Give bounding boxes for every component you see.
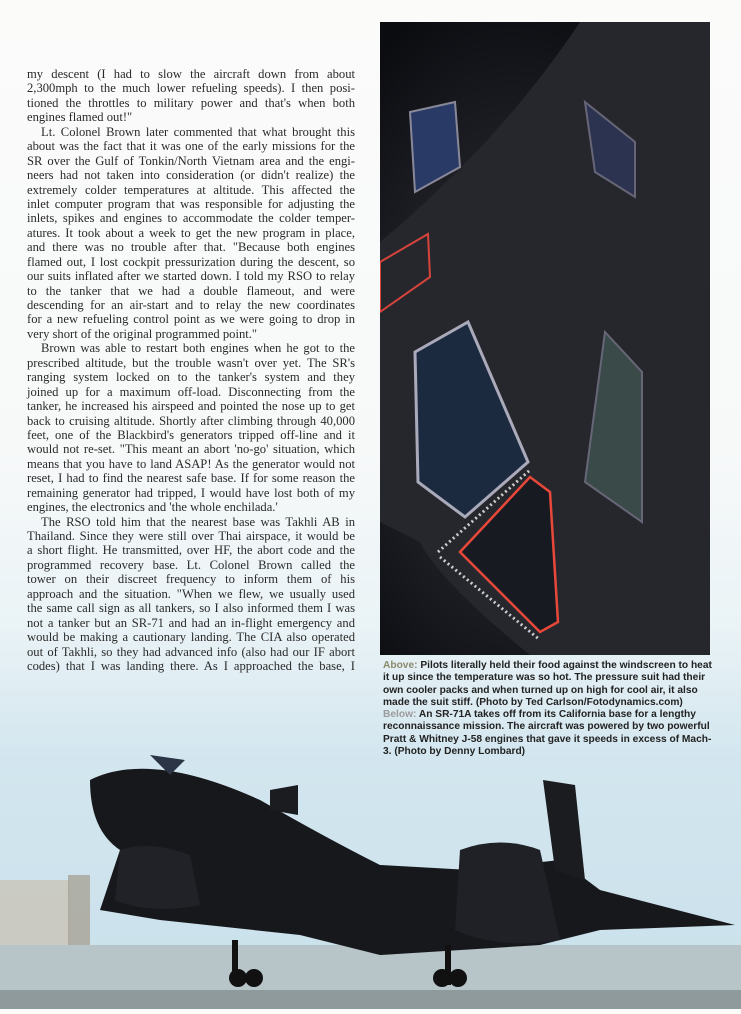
article-line: feet, one of the Blackbird's generators tripped off-line and it bbox=[27, 427, 355, 442]
article-line: inlets, spikes and engines to accommodate the colder temper- bbox=[27, 211, 355, 226]
article-line: not a tanker but an SR-71 and had an in-flight emergency and bbox=[27, 615, 355, 630]
article-line: Thailand. Since they were still over Thai airspace, it would be bbox=[27, 529, 355, 543]
article-line: engines flamed out!" bbox=[27, 110, 133, 125]
caption-below-text: An SR-71A takes off from its California base for a lengthy reconnaissance mission. The aircraft was powered by two powerful Pratt & Whitney J-58 engines that gave it speeds in excess of Mach-3. (Photo by Denny Lombard) bbox=[383, 709, 712, 758]
article-line: tioned the throttles to military power and that's when both bbox=[27, 95, 355, 110]
article-line: reset, I had to find the nearest safe base. If for some reason the bbox=[27, 471, 355, 486]
article-line: neers had not taken into consideration (or didn't realize) the bbox=[27, 168, 355, 183]
sr71-illustration bbox=[0, 740, 741, 1009]
article-line: about was the fact that it was one of the early missions for the bbox=[27, 139, 355, 154]
article-line: remaining generator had tripped, I would have lost both of my bbox=[27, 485, 355, 500]
article-line: for a new refueling control point as we were going to drop in bbox=[27, 312, 355, 327]
article-line: flamed out, I lost cockpit pressurization during the descent, so bbox=[27, 254, 355, 269]
cockpit-photo bbox=[380, 22, 710, 655]
article-line: a short flight. He transmitted, over HF, the abort code and the bbox=[27, 543, 355, 558]
article-line: would be making a cautionary landing. The CIA also operated bbox=[27, 630, 355, 645]
article-line: codes) that I was landing there. As I approached the base, I bbox=[27, 658, 355, 673]
article-line: and there was no trouble after that. "Because both engines bbox=[27, 240, 355, 255]
article-line: our suits inflated after we started down. I told my RSO to relay bbox=[27, 269, 355, 284]
article-line: extremely colder temperatures at altitude. This affected the bbox=[27, 182, 355, 197]
article-line: prescribed altitude, but the trouble wasn't over yet. The SR's bbox=[27, 355, 355, 370]
article-line: descending for an air-start and to relay the new coordinates bbox=[27, 298, 355, 312]
sr71-takeoff-photo bbox=[0, 740, 741, 1009]
article-line: very short of the original programmed point." bbox=[27, 326, 258, 341]
article-line: my descent (I had to slow the aircraft down from about bbox=[27, 67, 355, 81]
article-line: tower on their discreet frequency to inform them of his bbox=[27, 572, 355, 587]
article-line: back to cruising altitude. Shortly after climbing through 40,000 bbox=[27, 413, 355, 428]
article-line: to the tanker that we had a double flameout, and were bbox=[27, 283, 355, 298]
article-line: engines, the electronics and 'the whole enchilada.' bbox=[27, 500, 278, 515]
article-line: inlet computer program that was responsible for adjusting the bbox=[27, 196, 355, 211]
caption-above-text: Pilots literally held their food against the windscreen to heat it up since the temperature was so hot. The pressure suit had their own cooler packs and when turned up on high for cool air, it also made the suit stiff. (Photo by Ted Carlson/Fotodynamics.com) bbox=[383, 660, 712, 708]
article-line: Brown was able to restart both engines when he got to the bbox=[41, 341, 355, 356]
article-line: would not re-set. "This meant an abort 'no-go' situation, which bbox=[27, 442, 355, 457]
article-line: means that you have to land ASAP! As the generator would not bbox=[27, 456, 355, 471]
article-line: approach and the situation. "When we flew, we usually used bbox=[27, 586, 355, 601]
article-line: programmed recovery base. Lt. Colonel Brown called the bbox=[27, 557, 355, 572]
article-line: 2,300mph to the much lower refueling speeds). I then posi- bbox=[27, 81, 355, 96]
article-line: the same call sign as all tankers, so I also informed them I was bbox=[27, 601, 355, 616]
article-line: ranging system locked on to the tanker's system and they bbox=[27, 370, 355, 385]
caption-above-label: Above: bbox=[383, 660, 418, 671]
article-line: out of Takhli, so they had advanced info (also had our IF abort bbox=[27, 644, 355, 659]
article-line: joined up for a maximum off-load. Disconnecting from the bbox=[27, 384, 355, 399]
article-body bbox=[27, 67, 355, 673]
article-line: SR over the Gulf of Tonkin/North Vietnam area and the engi- bbox=[27, 153, 355, 168]
article-line: tanker, he increased his airspeed and pointed the nose up to get bbox=[27, 399, 355, 414]
cockpit-illustration bbox=[380, 22, 710, 655]
article-line: atures. It took about a week to get the new program in place, bbox=[27, 225, 355, 240]
article-line: The RSO told him that the nearest base was Takhli AB in bbox=[41, 514, 355, 529]
article-line: Lt. Colonel Brown later commented that what brought this bbox=[41, 124, 355, 139]
caption-below-label: Below: bbox=[383, 709, 417, 721]
